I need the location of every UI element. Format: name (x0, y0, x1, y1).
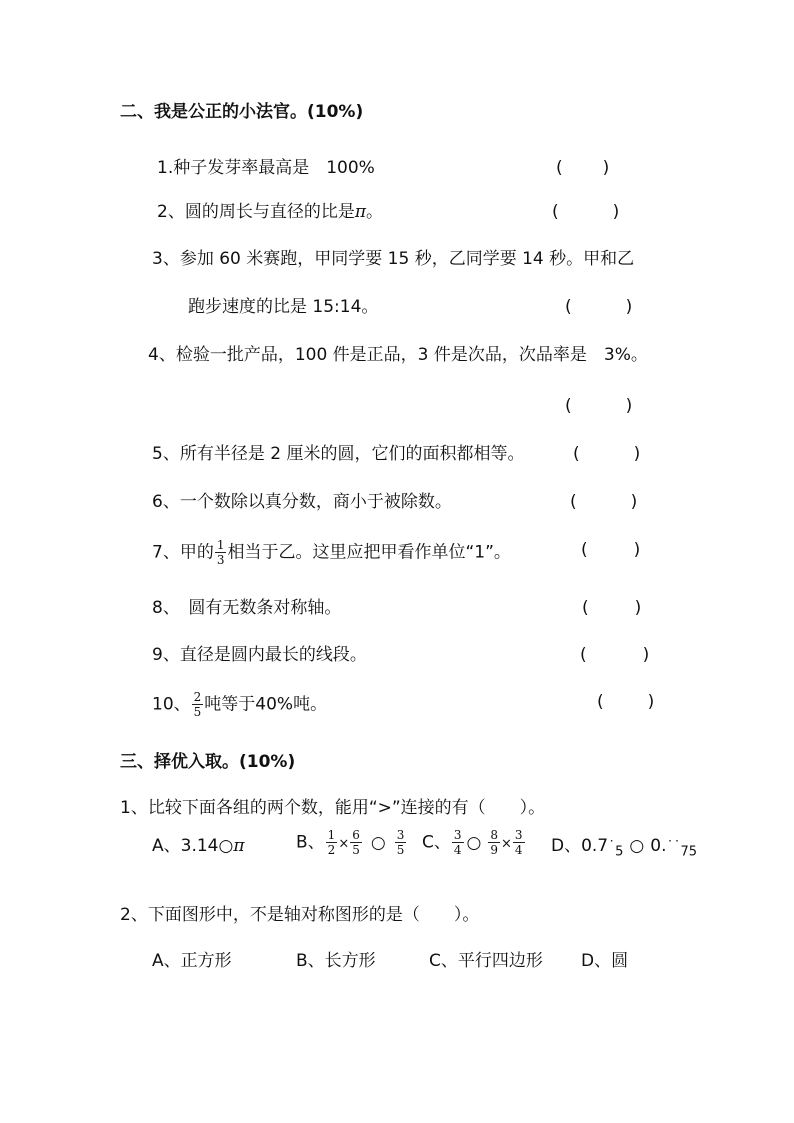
fraction-c3 (513, 828, 525, 857)
question-7 (152, 538, 511, 567)
repeat-digit: 5 (615, 844, 624, 860)
fraction-numerator: 1 (327, 828, 336, 842)
pi-symbol: π (233, 836, 245, 856)
fraction-denominator: 4 (453, 843, 462, 857)
question-10 (152, 690, 327, 719)
answer-blank-2[interactable] (552, 200, 619, 224)
paren-open: ( (581, 540, 588, 560)
fraction-c1 (452, 828, 464, 857)
times-sign: × (501, 836, 512, 852)
s3-question-2: 2、下面图形中，不是轴对称图形的是（ ）。 (120, 905, 480, 925)
paren-close: ) (647, 692, 655, 712)
paren-open: ( (582, 598, 589, 618)
times-sign: × (338, 836, 350, 852)
question-5: 5、所有半径是 2 厘米的圆，它们的面积都相等。 (152, 444, 525, 464)
fraction-denominator: 5 (352, 843, 360, 857)
s3-q2-option-c[interactable]: C、平行四边形 (429, 951, 543, 971)
paren-close: ) (612, 202, 620, 222)
compare-circle: ○ (629, 836, 645, 856)
paren-close: ) (625, 396, 633, 416)
fraction-numerator: 3 (514, 828, 523, 842)
paren-open: ( (580, 645, 587, 665)
repeat-dots: ˙˙ (666, 839, 681, 855)
s3-q1-option-b[interactable] (296, 828, 407, 857)
answer-blank-5[interactable] (573, 442, 640, 466)
paren-open: ( (565, 297, 572, 317)
option-b-label: B、 (296, 832, 325, 853)
fraction-two-fifths (192, 690, 204, 719)
question-10-text: 10、 (152, 694, 191, 715)
fraction-numerator: 3 (396, 828, 405, 842)
paren-close: ) (602, 158, 610, 178)
fraction-denominator: 3 (216, 553, 225, 567)
fraction-denominator: 4 (514, 843, 523, 857)
paren-close: ) (625, 297, 633, 317)
answer-blank-1[interactable] (556, 156, 609, 180)
compare-circle: ○ (370, 832, 386, 853)
question-2-end: 。 (366, 202, 384, 222)
s3-q1-option-a[interactable] (152, 834, 245, 858)
option-c-label: C、 (422, 832, 451, 853)
fraction-denominator: 9 (490, 843, 498, 857)
question-6: 6、一个数除以真分数，商小于被除数。 (152, 492, 452, 512)
s3-q2-option-d[interactable]: D、圆 (581, 951, 629, 971)
s3-q2-option-a[interactable]: A、正方形 (152, 951, 232, 971)
answer-blank-10[interactable] (597, 690, 654, 714)
question-2-text: 2、圆的周长与直径的比是 (157, 202, 355, 222)
paren-open: ( (565, 396, 572, 416)
compare-circle: ○ (466, 832, 482, 853)
fraction-numerator: 6 (352, 828, 360, 842)
question-4: 4、检验一批产品，100 件是正品，3 件是次品，次品率是 3%。 (148, 345, 648, 365)
s3-q1-option-d[interactable] (551, 834, 697, 864)
paren-close: ) (633, 444, 641, 464)
fraction-one-third (215, 538, 227, 567)
fraction-numerator: 2 (193, 690, 202, 704)
answer-blank-8[interactable] (582, 596, 641, 620)
question-7-text: 7、甲的 (152, 542, 214, 563)
paren-close: ) (642, 645, 650, 665)
pi-symbol: π (354, 202, 367, 222)
question-7-end: 相当于乙。这里应把甲看作单位“1”。 (227, 542, 511, 563)
s3-question-1: 1、比较下面各组的两个数，能用“>”连接的有（ ）。 (120, 798, 546, 818)
s3-q2-option-b[interactable]: B、长方形 (296, 951, 376, 971)
decimal-prefix: 0. (650, 836, 667, 856)
fraction-numerator: 8 (490, 828, 498, 842)
paren-open: ( (597, 692, 604, 712)
option-d-text: D、0.7 (551, 836, 609, 856)
question-2 (157, 200, 383, 224)
paren-open: ( (573, 444, 580, 464)
paren-open: ( (556, 158, 563, 178)
repeat-digits: 75 (680, 844, 698, 860)
fraction-numerator: 1 (216, 538, 225, 552)
fraction-denominator: 2 (327, 843, 336, 857)
paren-close: ) (633, 540, 641, 560)
answer-blank-6[interactable] (570, 490, 637, 514)
fraction-b1 (326, 828, 338, 857)
fraction-numerator: 3 (453, 828, 462, 842)
question-3-line2: 跑步速度的比是 15:14。 (188, 297, 379, 317)
answer-blank-9[interactable] (580, 643, 649, 667)
paren-open: ( (570, 492, 577, 512)
paren-close: ) (630, 492, 638, 512)
question-8: 8、 圆有无数条对称轴。 (152, 598, 342, 618)
repeat-dot: ˙ (608, 839, 616, 855)
question-10-end: 吨等于40%吨。 (204, 694, 328, 715)
fraction-b2 (350, 828, 362, 857)
section2-title: 二、我是公正的小法官。(10%) (120, 102, 364, 122)
answer-blank-7[interactable] (581, 538, 640, 562)
answer-blank-3[interactable] (565, 295, 632, 319)
fraction-b3 (395, 828, 407, 857)
section3-title: 三、择优入取。(10%) (120, 752, 296, 772)
question-1: 1.种子发芽率最高是 100% (157, 158, 375, 178)
paren-open: ( (552, 202, 559, 222)
answer-blank-4[interactable] (565, 394, 632, 418)
fraction-denominator: 5 (193, 705, 202, 719)
question-3-line1: 3、参加 60 米赛跑，甲同学要 15 秒，乙同学要 14 秒。甲和乙 (152, 249, 635, 269)
s3-q1-option-c[interactable] (422, 828, 526, 857)
fraction-c2 (488, 828, 500, 857)
question-9: 9、直径是圆内最长的线段。 (152, 645, 367, 665)
paren-close: ) (634, 598, 642, 618)
option-a-text: A、3.14○ (152, 836, 234, 856)
fraction-denominator: 5 (396, 843, 405, 857)
